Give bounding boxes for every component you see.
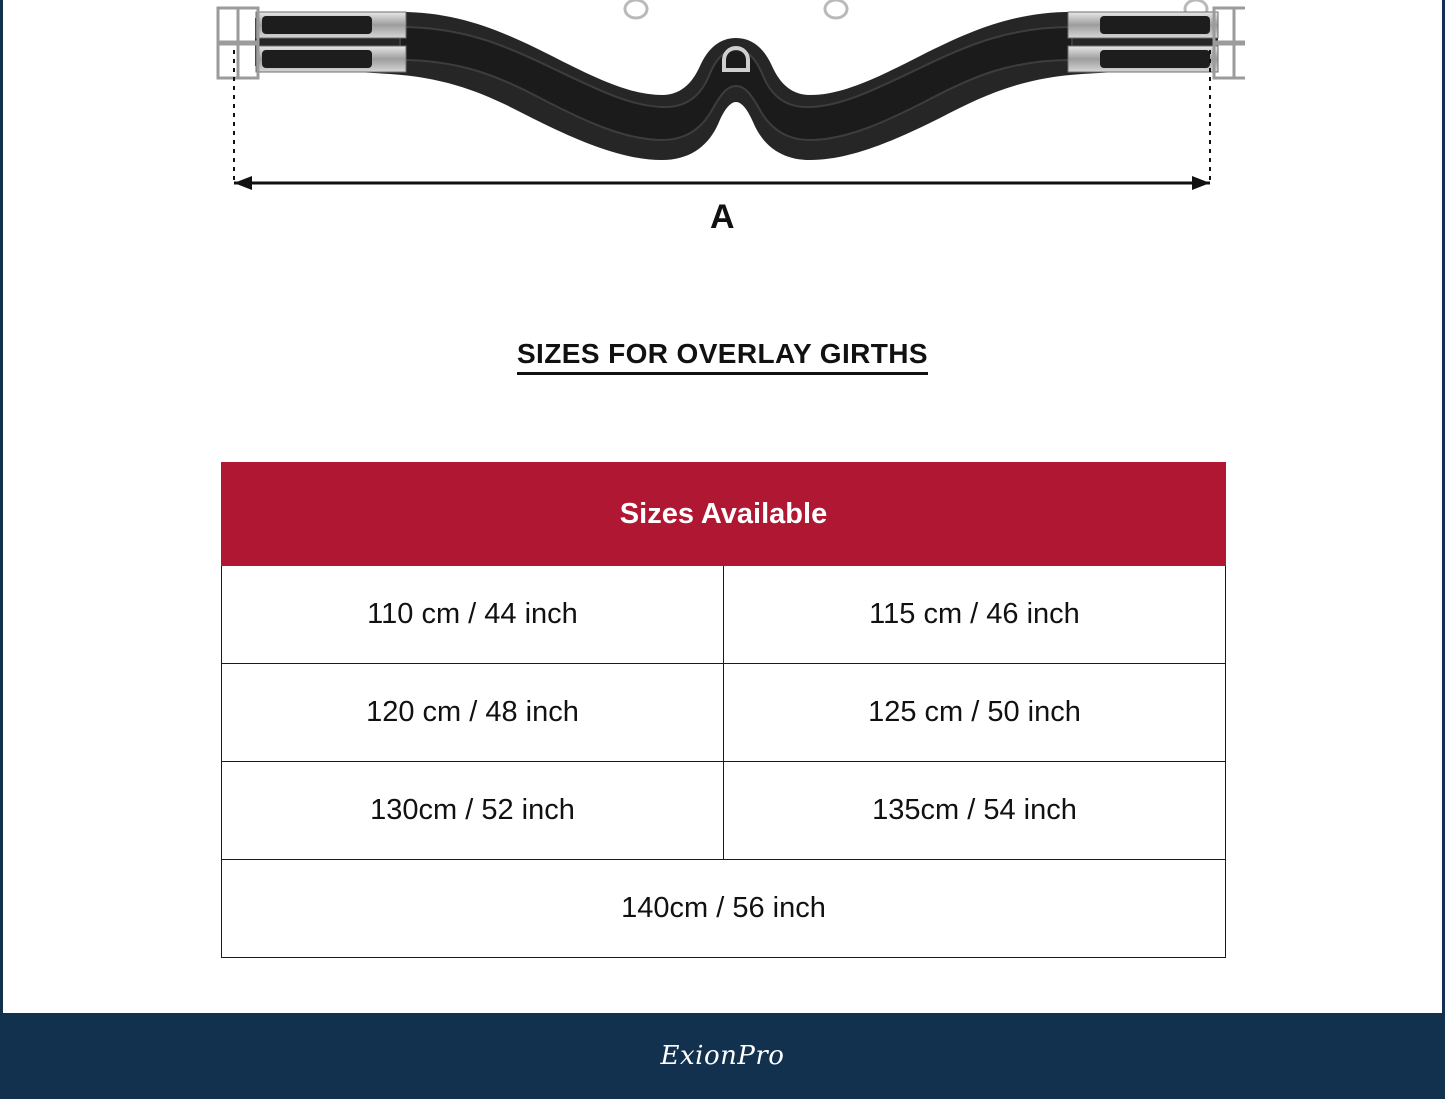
dimension-label-a: A [709,198,736,236]
table-cell: 115 cm / 46 inch [724,566,1226,664]
table-cell: 140cm / 56 inch [222,860,1226,958]
table-cell: 110 cm / 44 inch [222,566,724,664]
page-title-text: SIZES FOR OVERLAY GIRTHS [517,338,928,375]
table-row [222,762,1226,860]
product-illustration-area [0,0,1445,260]
keeper-loop-left-icon [625,0,647,18]
table-header-row [222,463,1226,566]
page-title [0,338,1445,370]
sizes-table [221,462,1226,958]
girth-illustration [200,0,1245,210]
table-cell: 130cm / 52 inch [222,762,724,860]
table-row [222,664,1226,762]
table-row [222,566,1226,664]
footer-bar [0,1013,1445,1099]
table-cell: 120 cm / 48 inch [222,664,724,762]
table-cell: 135cm / 54 inch [724,762,1226,860]
brand-logo: ExionPro [660,1041,785,1071]
table-row-full-width [222,860,1226,958]
table-header-cell: Sizes Available [222,463,1226,566]
table-cell: 125 cm / 50 inch [724,664,1226,762]
keeper-loop-right-icon [825,0,847,18]
